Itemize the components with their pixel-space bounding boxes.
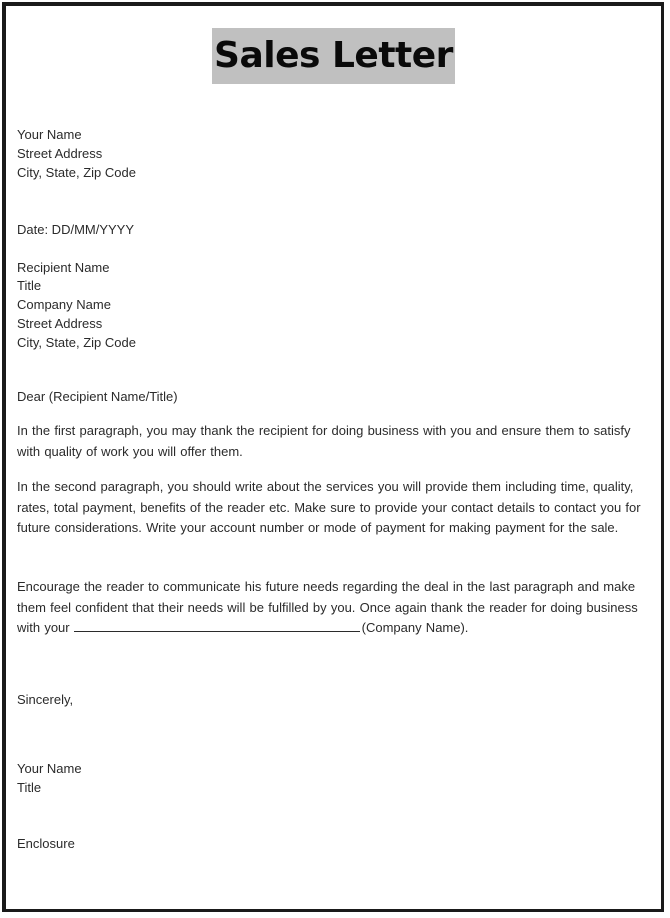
recipient-name: Recipient Name: [17, 260, 110, 275]
recipient-city-state-zip: City, State, Zip Code: [17, 335, 136, 350]
letter-page: [2, 2, 664, 912]
closing: Sincerely,: [17, 692, 74, 707]
letter-date: Date: DD/MM/YYYY: [17, 222, 135, 237]
body-paragraph-3-text: Encourage the reader to communicate his future needs regarding the deal in the last paragraph and make them feel confident that their needs will be fulfilled by you. Once again thank the reader for doing business with your: [17, 579, 638, 635]
body-paragraph-3: [17, 577, 653, 639]
sender-city-state-zip: City, State, Zip Code: [17, 165, 136, 180]
company-name-placeholder: (Company Name).: [361, 620, 469, 635]
company-name-blank: [74, 620, 360, 632]
recipient-company: Company Name: [17, 297, 111, 312]
salutation: Dear (Recipient Name/Title): [17, 389, 178, 404]
signature-title: Title: [17, 780, 42, 795]
title-container: [6, 28, 661, 84]
signature-name: Your Name: [17, 761, 82, 776]
enclosure-note: Enclosure: [17, 836, 75, 851]
recipient-title: Title: [17, 278, 42, 293]
body-paragraph-2: In the second paragraph, you should write about the services you will provide them including time, quality, rates, total payment, benefits of the reader etc. Make sure to provide your contact details to contact you for future considerations. Write your account number or mode of payment for making payment for the sale.: [17, 479, 641, 535]
document-title: Sales Letter: [212, 28, 455, 84]
sender-street: Street Address: [17, 146, 103, 161]
body-paragraph-1: In the first paragraph, you may thank the recipient for doing business with you and ensure them to satisfy with quality of work you will offer them.: [17, 423, 631, 459]
sender-name: Your Name: [17, 127, 82, 142]
recipient-street: Street Address: [17, 316, 103, 331]
